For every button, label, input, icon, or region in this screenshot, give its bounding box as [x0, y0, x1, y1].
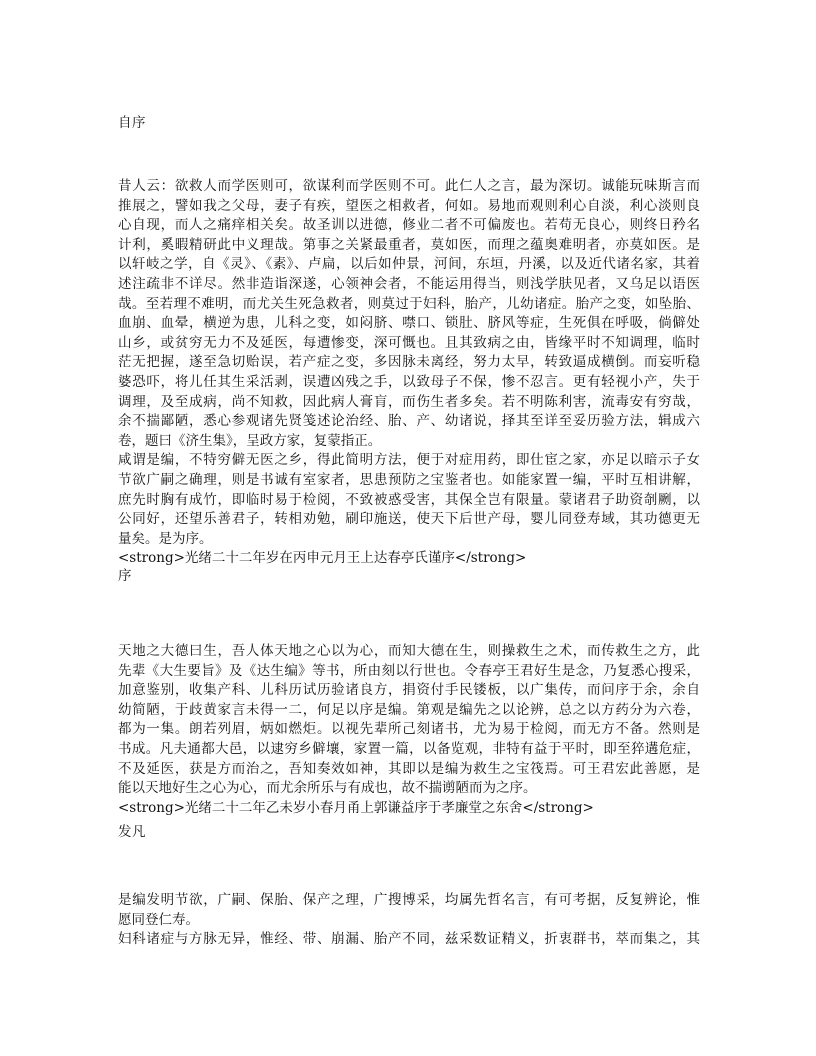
text-line: 余不揣鄙陋，悉心参观诸先贤笺述论治经、胎、产、幼诸说，择其至详至妥历验方法，辑成六: [118, 413, 700, 430]
text-line: 节欲广嗣之确理，则是书诚有室家者，思患预防之宝鉴者也。如能家置一编，平时互相讲解，: [118, 471, 700, 488]
signature-line: <strong>光绪二十二年岁在丙申元月王上达春亭氏谨序</strong>: [118, 550, 527, 567]
text-line: 咸谓是编，不特穷僻无医之乡，得此简明方法，便于对症用药，即仕宦之家，亦足以暗示子女: [118, 452, 700, 469]
text-line: 愿同登仁寿。: [118, 911, 199, 928]
text-line: 述注疏非不详尽。然非造诣深遂，心领神会者，不能运用得当，则浅学肤见者，又乌足以语医: [118, 275, 700, 292]
section-heading-preface: 序: [118, 568, 132, 584]
text-line: 天地之大德曰生，吾人体天地之心以为心，而知大德在生，则操救生之术，而传救生之方，此: [118, 643, 700, 659]
text-line: 昔人云：欲救人而学医则可，欲谋利而学医则不可。此仁人之言，最为深切。诚能玩味斯言而: [118, 178, 700, 194]
text-line: 婆恐吓，将儿任其生采活剥，误遭凶残之手，以致母子不保，惨不忍言。更有轻视小产，失于: [118, 373, 700, 390]
signature-line: <strong>光绪二十二年乙未岁小春月甬上郭谦益序于孝廉堂之东舍</strong>: [118, 799, 594, 816]
paragraph: [118, 891, 700, 950]
paragraph: [118, 177, 700, 569]
text-line: 书成。凡夫通都大邑，以逮穷乡僻壤，家置一篇，以备览观，非特有益于平时，即至猝遘危症，: [118, 740, 700, 757]
text-line: 哉。至若理不难明，而尤关生死急救者，则莫过于妇科，胎产，儿幼诸症。胎产之变，如坠胎、: [118, 295, 700, 312]
text-line: 计利，奚暇精研此中义理哉。第事之关紧最重者，莫如医，而理之蕴奥难明者，亦莫如医。是: [118, 236, 700, 253]
text-line: 能以天地好生之心为心，而尤余所乐与有成也，故不揣谫陋而为之序。: [118, 780, 537, 797]
text-line: 心自现，而人之痛痒相关矣。故圣训以进德，修业二者不可偏废也。若苟无良心，则终日矜名: [118, 217, 700, 234]
text-line: 幼简陋，于歧黄家言未得一二，何足以序是编。第观是编先之以论辨，总之以方药分为六卷，: [118, 701, 700, 718]
text-line: 庶先时胸有成竹，即临时易于检阅，不致被惑受害，其保全岂有限量。蒙诸君子助资剞劂，以: [118, 491, 700, 508]
text-line: 是编发明节欲，广嗣、保胎、保产之理，广搜博采，均属先哲名言，有可考据，反复辨论，惟: [118, 892, 700, 908]
text-line: 推展之，譬如我之父母，妻子有疾，望医之相救者，何如。易地而观则利心自淡，利心淡则良: [118, 197, 700, 214]
text-line: 公同好，还望乐善君子，转相劝勉，刷印施送，使天下后世产母，婴儿同登寿域，其功德更无: [118, 511, 700, 528]
text-line: 先辈《大生要旨》及《达生编》等书，所由刻以行世也。令春亭王君好生是念，乃复悉心搜采，: [118, 662, 700, 679]
paragraph: [118, 642, 700, 818]
text-line: 加意鉴别，收集产科、儿科历试历验诸良方，捐资付手民镂板，以广集传，而问序于余，余自: [118, 682, 700, 699]
text-line: 以轩岐之学，自《灵》、《素》、卢扁，以后如仲景，河间，东垣，丹溪，以及近代诸名家，其着: [118, 256, 700, 273]
text-line: 都为一集。朗若列眉，炳如燃炬。以视先辈所己刻诸书，尤为易于检阅，而无方不备。然则是: [118, 721, 700, 738]
section-heading-preface-self: 自序: [118, 115, 146, 131]
text-line: 卷，题曰《济生集》，呈政方家，复蒙指正。: [118, 432, 382, 449]
section-heading-general-notes: 发凡: [118, 824, 146, 840]
text-line: 调理，及至成病，尚不知救，因此病人膏肓，而伤生者多矣。若不明陈利害，流毒安有穷哉，: [118, 393, 700, 410]
text-line: 血崩、血晕，横逆为患，儿科之变，如闷脐、噤口、锁肚、脐风等症，生死俱在呼吸，倘僻处: [118, 315, 700, 332]
text-line: 山乡，或贫穷无力不及延医，每遭惨变，深可慨也。且其致病之由，皆缘平时不知调理，临时: [118, 334, 700, 351]
text-line: 妇科诸症与方脉无异，惟经、带、崩漏、胎产不同，兹采数证精义，折衷群书，萃而集之，其: [118, 931, 700, 948]
text-line: 不及延医，获是方而治之，吾知奏效如神，其即以是编为救生之宝筏焉。可王君宏此善愿，是: [118, 760, 700, 777]
text-line: 量矣。是为序。: [118, 530, 213, 547]
text-line: 茫无把握，遂至急切贻误，若产症之变，多因脉未离经，努力太早，转致逼成横倒。而妄听稳: [118, 354, 700, 371]
